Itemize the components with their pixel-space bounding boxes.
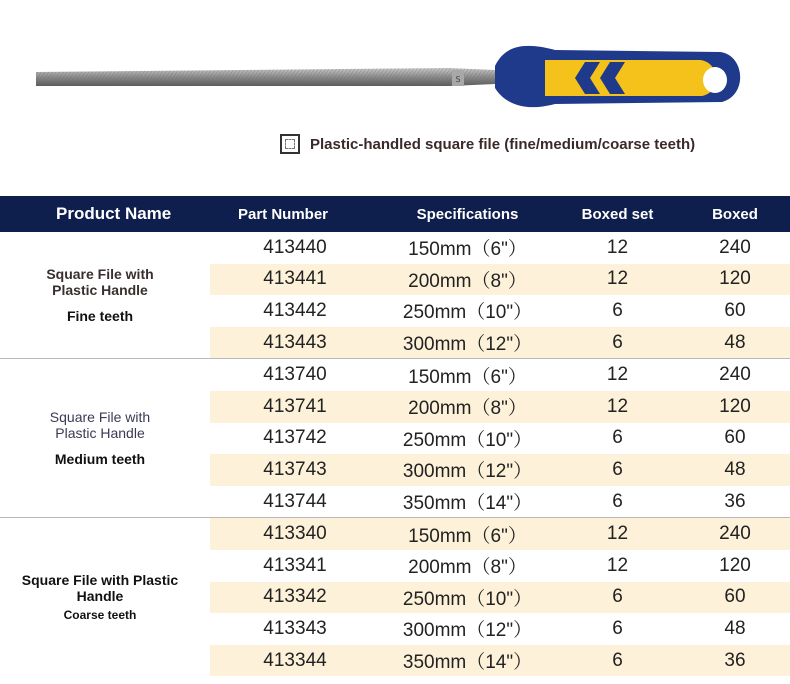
table-row <box>210 582 790 614</box>
boxed-set-cell: 12 <box>606 236 629 258</box>
svg-text:S: S <box>455 75 461 84</box>
product-table <box>0 196 790 676</box>
header-part-number: Part Number <box>238 205 329 223</box>
boxed-set-cell: 6 <box>612 490 623 512</box>
boxed-cell: 48 <box>724 458 746 480</box>
file-blade <box>36 68 495 86</box>
boxed-set-cell: 6 <box>612 299 623 321</box>
boxed-set-cell: 6 <box>612 331 623 353</box>
product-caption <box>280 134 695 154</box>
boxed-cell: 36 <box>724 490 746 512</box>
product-name: Square File with Plastic Handle <box>49 409 151 442</box>
spec-cell: 350mm（14"） <box>402 493 533 515</box>
boxed-cell: 240 <box>719 364 751 386</box>
spec-cell: 200mm（8"） <box>408 557 527 579</box>
boxed-cell: 120 <box>719 395 751 417</box>
part-number-cell: 413742 <box>263 427 327 449</box>
part-number-cell: 413443 <box>263 331 327 353</box>
file-handle <box>495 46 740 107</box>
product-name: Square File with Plastic Handle <box>21 572 179 605</box>
spec-cell: 150mm（6"） <box>408 525 527 547</box>
table-row <box>210 486 790 518</box>
part-number-cell: 413744 <box>263 490 327 512</box>
boxed-cell: 240 <box>719 236 751 258</box>
teeth-grade: Medium teeth <box>54 451 146 468</box>
part-number-cell: 413341 <box>263 554 327 576</box>
table-row <box>210 645 790 677</box>
spec-cell: 300mm（12"） <box>402 620 533 642</box>
part-number-cell: 413441 <box>263 268 327 290</box>
spec-cell: 200mm（8"） <box>408 270 527 292</box>
table-row <box>210 359 790 391</box>
boxed-cell: 120 <box>719 268 751 290</box>
group-label <box>0 232 200 358</box>
spec-cell: 300mm（12"） <box>402 461 533 483</box>
teeth-grade: Coarse teeth <box>63 608 137 623</box>
group-coarse-teeth <box>0 518 790 676</box>
group-medium-teeth <box>0 359 790 518</box>
caption-frame-icon <box>280 134 300 154</box>
boxed-set-cell: 12 <box>606 395 629 417</box>
square-file-illustration <box>0 0 790 120</box>
part-number-cell: 413343 <box>263 617 327 639</box>
part-number-cell: 413741 <box>263 395 327 417</box>
teeth-grade: Fine teeth <box>66 308 134 325</box>
boxed-set-cell: 6 <box>612 586 623 608</box>
spec-cell: 250mm（10"） <box>402 429 533 451</box>
boxed-cell: 48 <box>724 331 746 353</box>
header-product-name: Product Name <box>56 204 172 223</box>
part-number-cell: 413743 <box>263 458 327 480</box>
boxed-set-cell: 12 <box>606 364 629 386</box>
group-label <box>0 518 200 676</box>
part-number-cell: 413442 <box>263 299 327 321</box>
table-row <box>210 391 790 423</box>
spec-cell: 150mm（6"） <box>408 366 527 388</box>
boxed-set-cell: 6 <box>612 617 623 639</box>
boxed-cell: 240 <box>719 523 751 545</box>
boxed-cell: 60 <box>724 427 746 449</box>
boxed-set-cell: 12 <box>606 523 629 545</box>
spec-cell: 250mm（10"） <box>402 588 533 610</box>
spec-cell: 300mm（12"） <box>402 334 533 356</box>
boxed-set-cell: 6 <box>612 649 623 671</box>
boxed-set-cell: 12 <box>606 554 629 576</box>
boxed-cell: 36 <box>724 649 746 671</box>
table-row <box>210 518 790 550</box>
table-row <box>210 295 790 327</box>
table-row <box>210 423 790 455</box>
boxed-cell: 60 <box>724 299 746 321</box>
boxed-cell: 120 <box>719 554 751 576</box>
caption-text: Plastic-handled square file (fine/medium/coarse teeth) <box>310 135 696 153</box>
header-specifications: Specifications <box>416 205 519 223</box>
table-row <box>210 264 790 296</box>
spec-cell: 250mm（10"） <box>402 302 533 324</box>
table-row <box>210 454 790 486</box>
boxed-cell: 60 <box>724 586 746 608</box>
group-label <box>0 359 200 517</box>
header-boxed: Boxed <box>712 205 758 223</box>
part-number-cell: 413342 <box>263 586 327 608</box>
product-name: Square File with Plastic Handle <box>46 266 154 299</box>
boxed-set-cell: 6 <box>612 427 623 449</box>
spec-cell: 150mm（6"） <box>408 239 527 261</box>
table-row <box>210 613 790 645</box>
part-number-cell: 413740 <box>263 364 327 386</box>
part-number-cell: 413344 <box>263 649 327 671</box>
spec-cell: 200mm（8"） <box>408 398 527 420</box>
table-header <box>0 196 790 232</box>
table-row <box>210 327 790 359</box>
part-number-cell: 413340 <box>263 523 327 545</box>
table-row <box>210 232 790 264</box>
boxed-set-cell: 12 <box>606 268 629 290</box>
boxed-set-cell: 6 <box>612 458 623 480</box>
group-fine-teeth <box>0 232 790 359</box>
spec-cell: 350mm（14"） <box>402 652 533 674</box>
header-boxed-set: Boxed set <box>581 205 654 223</box>
boxed-cell: 48 <box>724 617 746 639</box>
part-number-cell: 413440 <box>263 236 327 258</box>
table-row <box>210 550 790 582</box>
